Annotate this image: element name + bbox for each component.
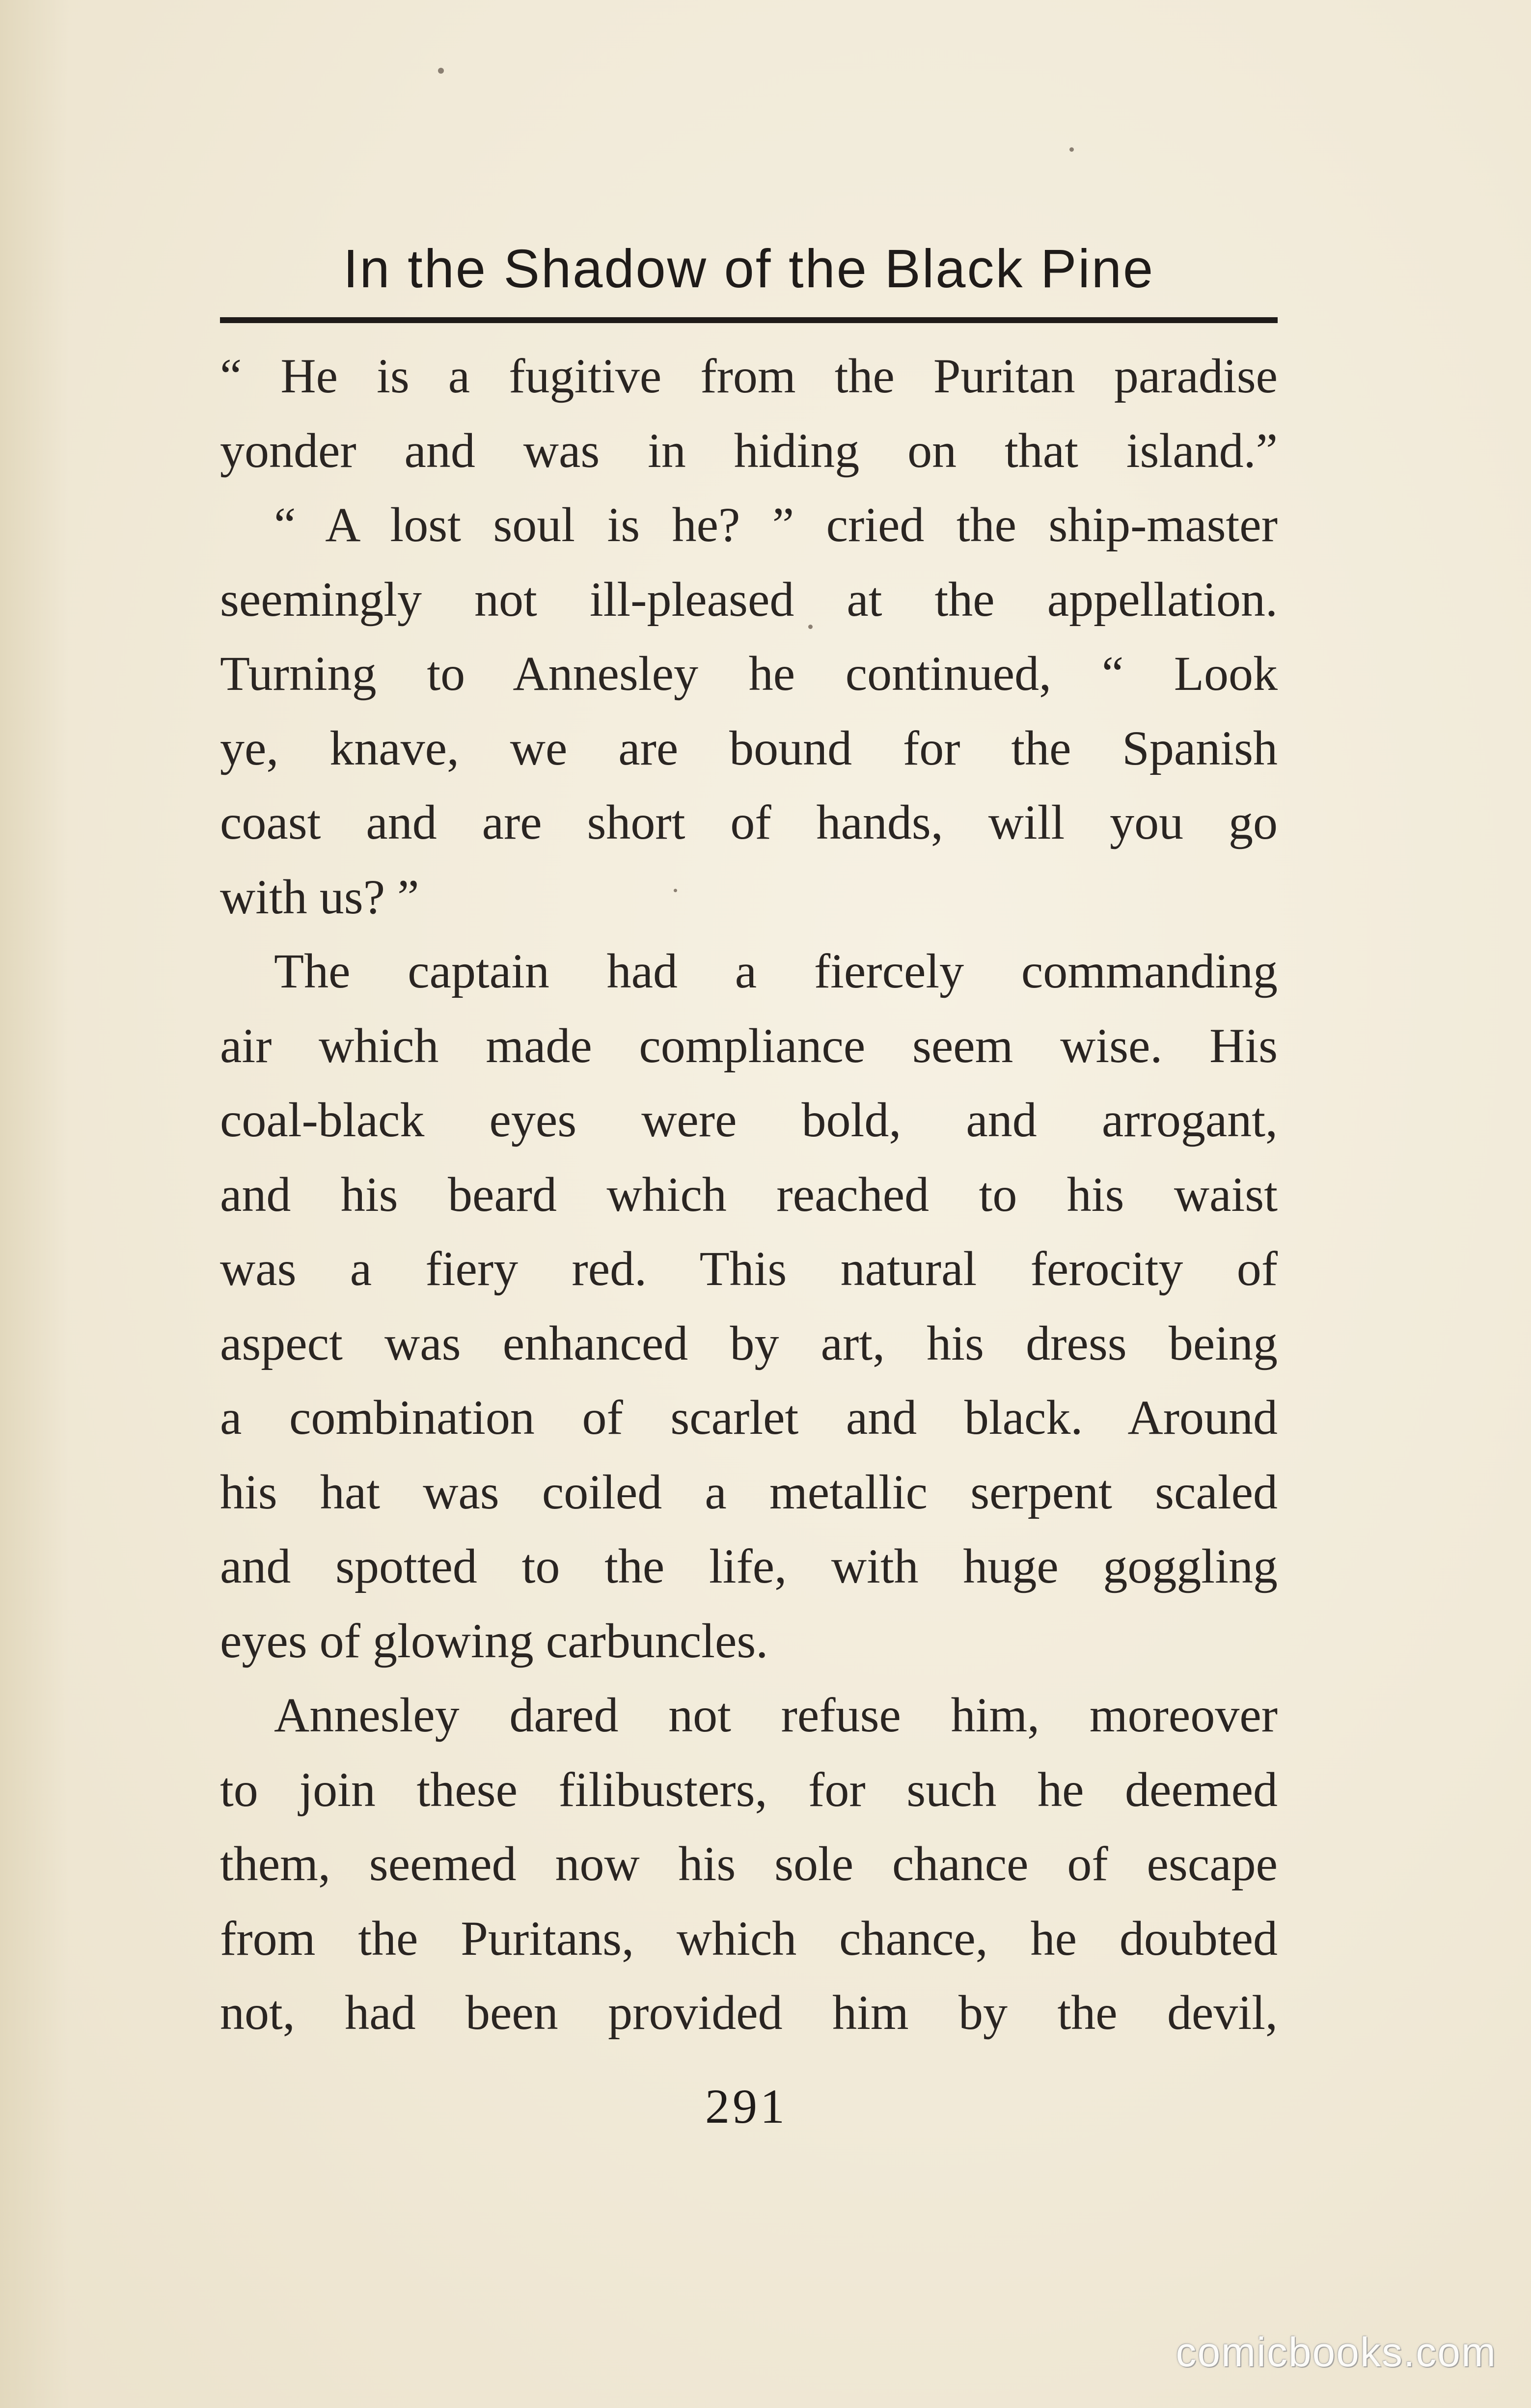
text-line: coast and are short of hands, will you go bbox=[220, 795, 1278, 849]
body-text bbox=[220, 339, 1278, 2050]
text-line: a combination of scarlet and black. Around bbox=[220, 1390, 1278, 1445]
text-line: coal-black eyes were bold, and arrogant, bbox=[220, 1093, 1278, 1147]
paper-speck bbox=[438, 68, 444, 74]
text-line: his hat was coiled a metallic serpent scaled bbox=[220, 1464, 1278, 1519]
running-head: In the Shadow of the Black Pine bbox=[343, 239, 1155, 299]
text-line: with us? ” bbox=[220, 869, 419, 924]
watermark-logo: comicbooks.com bbox=[1176, 2329, 1497, 2375]
text-line: seemingly not ill-pleased at the appellation. bbox=[220, 572, 1278, 627]
text-line: ye, knave, we are bound for the Spanish bbox=[220, 720, 1278, 775]
text-line: and his beard which reached to his waist bbox=[220, 1167, 1278, 1222]
text-line: Annesley dared not refuse him, moreover bbox=[274, 1688, 1278, 1742]
text-line: “ He is a fugitive from the Puritan paradise bbox=[220, 349, 1278, 403]
paper-speck bbox=[1069, 147, 1074, 152]
text-line: not, had been provided him by the devil, bbox=[220, 1985, 1278, 2040]
text-line: The captain had a fiercely commanding bbox=[274, 944, 1278, 998]
text-line: air which made compliance seem wise. His bbox=[220, 1018, 1278, 1073]
text-line: them, seemed now his sole chance of escape bbox=[220, 1836, 1278, 1891]
page-gutter-shading bbox=[0, 0, 69, 2408]
text-line: “ A lost soul is he? ” cried the ship-master bbox=[274, 497, 1278, 552]
page-number: 291 bbox=[705, 2079, 788, 2134]
text-line: yonder and was in hiding on that island.” bbox=[220, 423, 1278, 478]
text-line: eyes of glowing carbuncles. bbox=[220, 1613, 768, 1668]
text-line: and spotted to the life, with huge goggling bbox=[220, 1539, 1278, 1593]
text-line: to join these filibusters, for such he deemed bbox=[220, 1762, 1278, 1817]
text-line: from the Puritans, which chance, he doubted bbox=[220, 1911, 1278, 1966]
text-line: was a fiery red. This natural ferocity of bbox=[220, 1241, 1278, 1296]
header-rule bbox=[220, 317, 1278, 323]
text-line: Turning to Annesley he continued, “ Look bbox=[220, 646, 1278, 701]
text-line: aspect was enhanced by art, his dress being bbox=[220, 1315, 1278, 1370]
